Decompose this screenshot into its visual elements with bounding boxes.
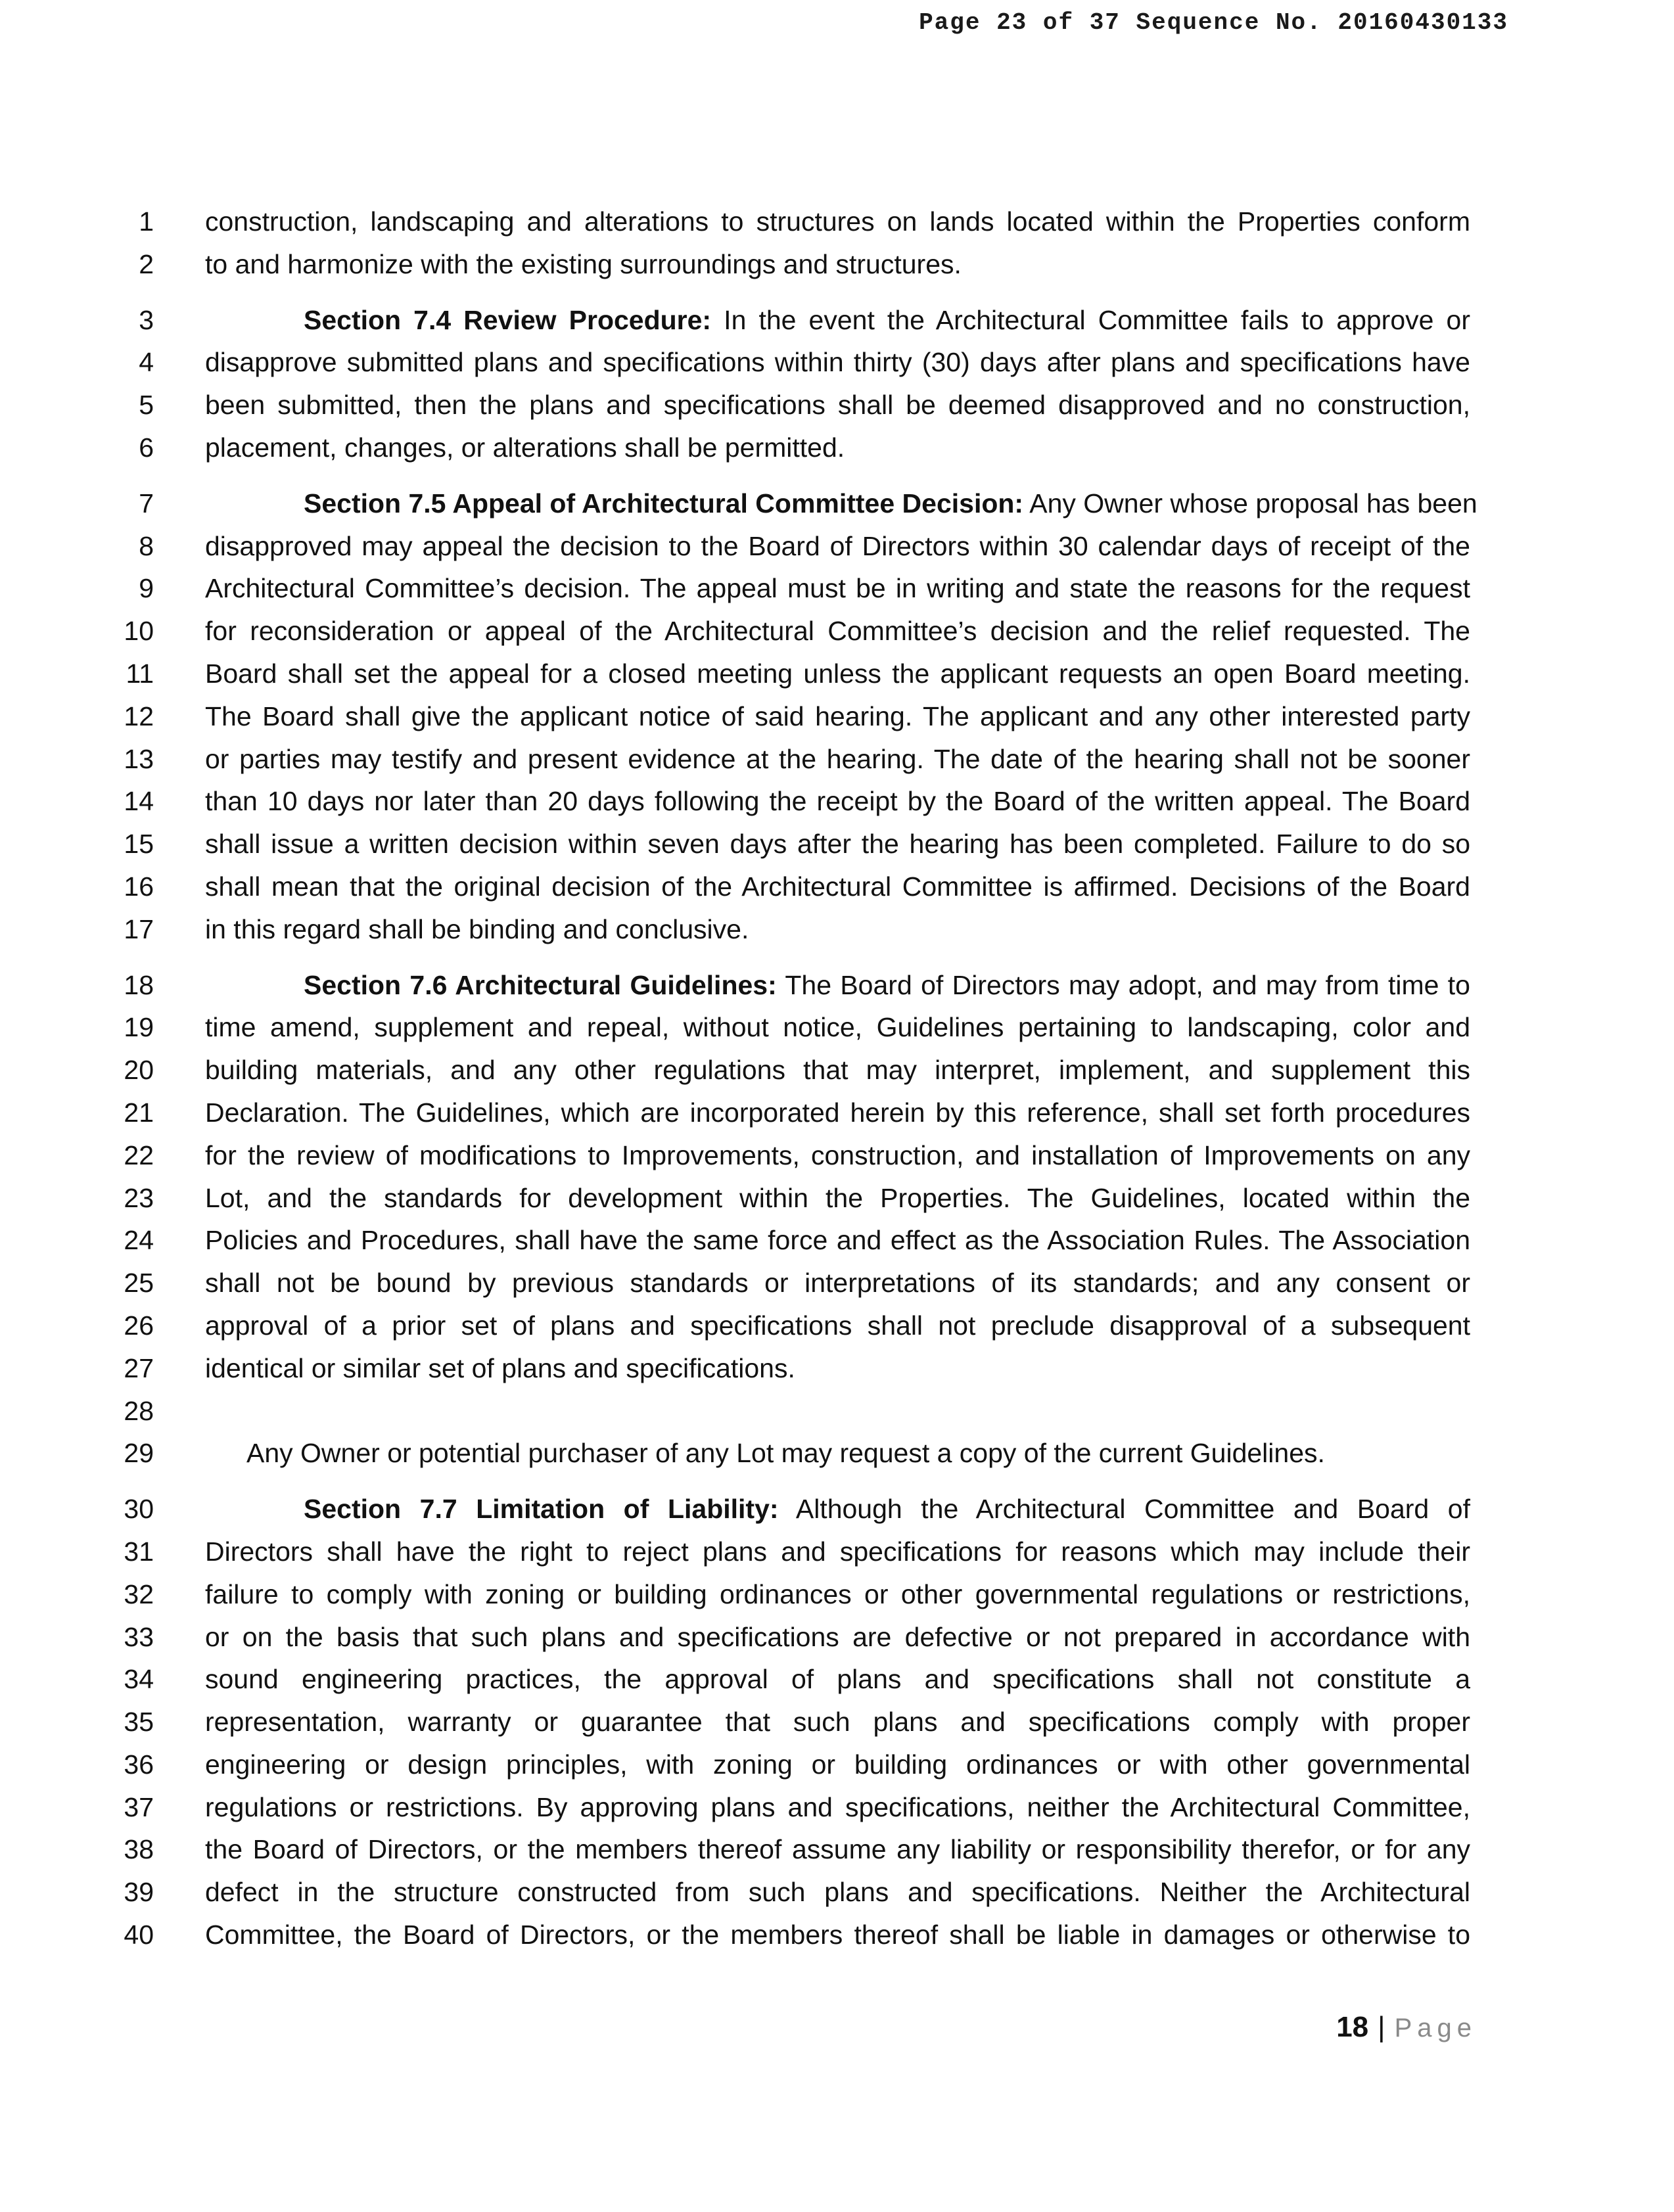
section-heading: Section 7.4 Review Procedure:	[304, 304, 712, 335]
section-heading-line	[0, 964, 1674, 1007]
text-line	[0, 1828, 1674, 1871]
text-line	[0, 1658, 1674, 1701]
section-heading-line	[0, 482, 1674, 525]
text-line	[0, 695, 1674, 738]
text-line	[0, 1914, 1674, 1956]
line-number: 3	[139, 304, 154, 335]
line-number: 27	[124, 1352, 154, 1383]
section-heading: Section 7.6 Architectural Guidelines:	[304, 969, 777, 1000]
line-text: Section 7.6 Architectural Guidelines: The Board of Directors may adopt, and may from time to	[304, 969, 1470, 1000]
line-text: Section 7.7 Limitation of Liability: Although the Architectural Committee and Board of	[304, 1494, 1470, 1525]
text-line	[0, 823, 1674, 865]
line-number: 17	[124, 913, 154, 944]
text-line	[0, 1049, 1674, 1092]
line-text: Policies and Procedures, shall have the same force and effect as the Association Rules. The Association	[205, 1225, 1470, 1256]
line-text: the Board of Directors, or the members thereof assume any liability or responsibility therefor, or for any	[205, 1834, 1470, 1865]
line-text: Board shall set the appeal for a closed meeting unless the applicant requests an open Board meeting.	[205, 658, 1470, 689]
text-line	[0, 1262, 1674, 1304]
text-line	[0, 865, 1674, 908]
text-line	[0, 1092, 1674, 1134]
line-number: 30	[124, 1494, 154, 1525]
line-text: Section 7.4 Review Procedure: In the event the Architectural Committee fails to approve or	[304, 304, 1470, 335]
section-heading-line	[0, 299, 1674, 342]
text-line	[0, 1219, 1674, 1262]
line-text: Committee, the Board of Directors, or the members thereof shall be liable in damages or otherwise to	[205, 1920, 1470, 1950]
line-text: for reconsideration or appeal of the Architectural Committee’s decision and the relief requested. The	[205, 616, 1470, 647]
text-line	[0, 243, 1674, 286]
text-line	[0, 200, 1674, 243]
line-text: defect in the structure constructed from such plans and specifications. Neither the Architectural	[205, 1877, 1470, 1908]
text-line	[0, 426, 1674, 469]
line-number: 32	[124, 1578, 154, 1609]
footer-separator: |	[1378, 2011, 1385, 2043]
text-line	[0, 1573, 1674, 1616]
line-number: 38	[124, 1834, 154, 1865]
line-text: The Board shall give the applicant notice of said hearing. The applicant and any other interested party	[205, 701, 1470, 731]
section-heading: Section 7.5 Appeal of Architectural Committee Decision:	[304, 488, 1024, 518]
line-text: regulations or restrictions. By approving plans and specifications, neither the Architectural Committee,	[205, 1791, 1470, 1822]
line-number: 13	[124, 743, 154, 774]
line-text: placement, changes, or alterations shall be permitted.	[205, 432, 845, 463]
text-line	[0, 610, 1674, 653]
line-number: 21	[124, 1097, 154, 1128]
line-number: 28	[124, 1395, 154, 1426]
text-line	[0, 1786, 1674, 1829]
text-line	[0, 738, 1674, 781]
line-text: failure to comply with zoning or building ordinances or other governmental regulations or restrictions,	[205, 1578, 1470, 1609]
line-text: time amend, supplement and repeal, without notice, Guidelines pertaining to landscaping, color and	[205, 1012, 1470, 1043]
line-number: 14	[124, 786, 154, 817]
line-number: 22	[124, 1140, 154, 1170]
line-number: 34	[124, 1664, 154, 1695]
text-line	[0, 780, 1674, 823]
line-number: 11	[126, 658, 154, 689]
line-text: representation, warranty or guarantee that such plans and specifications comply with proper	[205, 1707, 1470, 1738]
line-text: for the review of modifications to Improvements, construction, and installation of Improvements on any	[205, 1140, 1470, 1170]
document-body	[0, 200, 1674, 1956]
line-number: 1	[139, 206, 154, 237]
line-text: Lot, and the standards for development within the Properties. The Guidelines, located within the	[205, 1182, 1470, 1213]
line-text: building materials, and any other regulations that may interpret, implement, and supplement this	[205, 1055, 1470, 1086]
line-text: in this regard shall be binding and conclusive.	[205, 913, 749, 944]
section-heading-line	[0, 1488, 1674, 1531]
line-number: 10	[124, 616, 154, 647]
line-number: 33	[124, 1621, 154, 1652]
line-text: identical or similar set of plans and specifications.	[205, 1352, 795, 1383]
page-label: Page	[1394, 2014, 1477, 2042]
text-line	[0, 567, 1674, 610]
page-number: 18	[1336, 2011, 1369, 2043]
line-number: 25	[124, 1268, 154, 1299]
line-text: shall mean that the original decision of the Architectural Committee is affirmed. Decisions of the Board	[205, 871, 1470, 902]
line-number: 8	[139, 530, 154, 561]
line-number: 31	[124, 1536, 154, 1567]
text-line	[0, 341, 1674, 384]
text-line	[0, 1432, 1674, 1475]
line-number: 16	[124, 871, 154, 902]
text-line	[0, 1871, 1674, 1914]
text-line	[0, 1304, 1674, 1347]
text-line	[0, 1390, 1674, 1433]
text-line	[0, 1743, 1674, 1786]
line-number: 6	[139, 432, 154, 463]
line-number: 36	[124, 1749, 154, 1780]
line-text: engineering or design principles, with zoning or building ordinances or with other governmental	[205, 1749, 1470, 1780]
line-text: Directors shall have the right to reject plans and specifications for reasons which may include their	[205, 1536, 1470, 1567]
text-line	[0, 653, 1674, 695]
line-number: 7	[139, 488, 154, 518]
page-header: Page 23 of 37 Sequence No. 20160430133	[919, 9, 1508, 36]
line-text: shall issue a written decision within seven days after the hearing has been completed. Failure to do so	[205, 829, 1470, 860]
line-number: 37	[124, 1791, 154, 1822]
line-number: 39	[124, 1877, 154, 1908]
line-number: 24	[124, 1225, 154, 1256]
line-text: approval of a prior set of plans and specifications shall not preclude disapproval of a subsequent	[205, 1310, 1470, 1341]
line-number: 15	[124, 829, 154, 860]
line-number: 5	[139, 390, 154, 421]
line-text: to and harmonize with the existing surroundings and structures.	[205, 248, 962, 279]
line-text: shall not be bound by previous standards or interpretations of its standards; and any consent or	[205, 1268, 1470, 1299]
line-number: 23	[124, 1182, 154, 1213]
text-line	[0, 1347, 1674, 1390]
text-line	[0, 525, 1674, 568]
line-number: 9	[139, 573, 154, 604]
line-text: or parties may testify and present evidence at the hearing. The date of the hearing shall not be sooner	[205, 743, 1470, 774]
line-text: Architectural Committee’s decision. The appeal must be in writing and state the reasons for the request	[205, 573, 1470, 604]
line-text: or on the basis that such plans and specifications are defective or not prepared in accordance with	[205, 1621, 1470, 1652]
section-heading: Section 7.7 Limitation of Liability:	[304, 1494, 779, 1525]
line-number: 35	[124, 1707, 154, 1738]
line-text: been submitted, then the plans and specifications shall be deemed disapproved and no construction,	[205, 390, 1470, 421]
line-number: 4	[139, 347, 154, 378]
line-number: 20	[124, 1055, 154, 1086]
line-text: than 10 days nor later than 20 days following the receipt by the Board of the written appeal. The Board	[205, 786, 1470, 817]
line-text: construction, landscaping and alterations to structures on lands located within the Properties conform	[205, 206, 1470, 237]
line-number: 26	[124, 1310, 154, 1341]
text-line	[0, 1134, 1674, 1177]
text-line	[0, 1531, 1674, 1573]
text-line	[0, 1006, 1674, 1049]
line-number: 12	[124, 701, 154, 731]
line-text: Any Owner or potential purchaser of any Lot may request a copy of the current Guidelines.	[246, 1438, 1325, 1469]
line-text: sound engineering practices, the approval of plans and specifications shall not constitute a	[205, 1664, 1470, 1695]
line-number: 18	[124, 969, 154, 1000]
line-number: 40	[124, 1920, 154, 1950]
line-text: disapprove submitted plans and specifications within thirty (30) days after plans and specifications have	[205, 347, 1470, 378]
line-number: 29	[124, 1438, 154, 1469]
text-line	[0, 1616, 1674, 1659]
line-number: 19	[124, 1012, 154, 1043]
text-line	[0, 384, 1674, 426]
line-text: Declaration. The Guidelines, which are incorporated herein by this reference, shall set forth procedures	[205, 1097, 1470, 1128]
text-line	[0, 1701, 1674, 1743]
text-line	[0, 1177, 1674, 1220]
text-line	[0, 908, 1674, 951]
page-footer	[1336, 2011, 1477, 2044]
line-number: 2	[139, 248, 154, 279]
line-text: Section 7.5 Appeal of Architectural Committee Decision: Any Owner whose proposal has been	[304, 488, 1477, 518]
line-text: disapproved may appeal the decision to the Board of Directors within 30 calendar days of receipt of the	[205, 530, 1470, 561]
